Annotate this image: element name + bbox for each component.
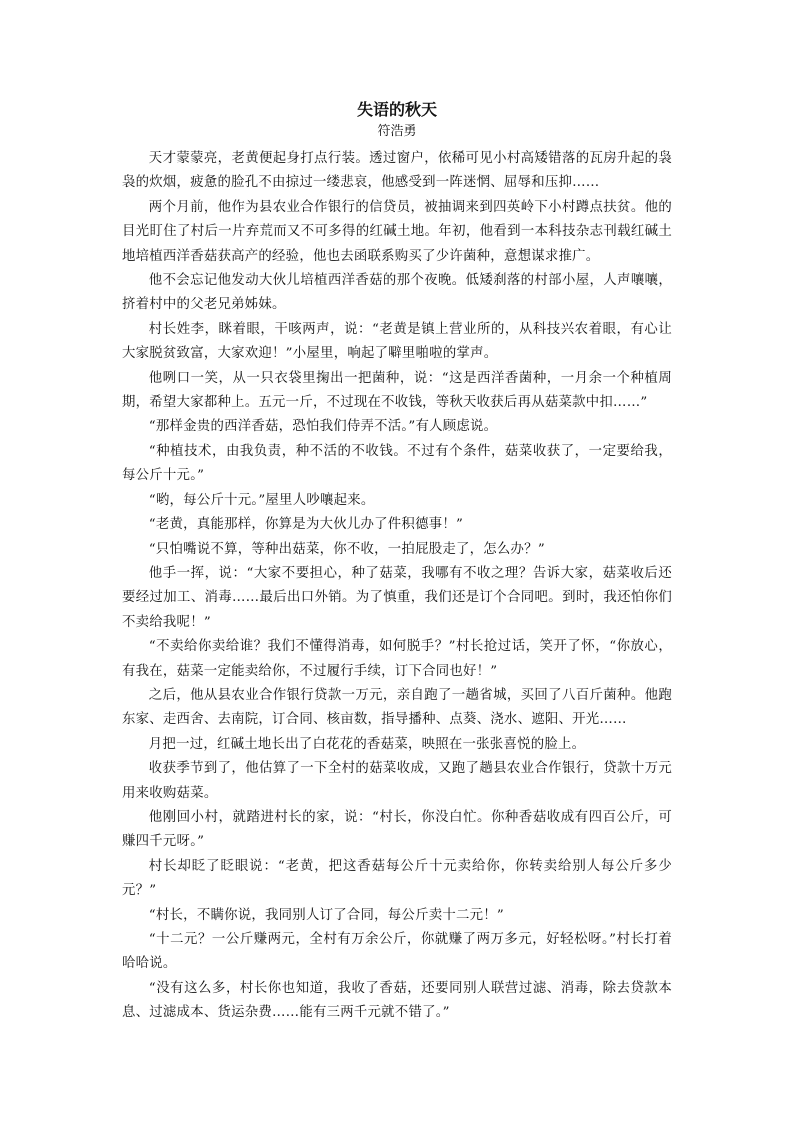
paragraph: 他手一挥，说：“大家不要担心，种了菇菜，我哪有不收之理？告诉大家，菇菜收后还要经过加工、消毒……最后出口外销。为了慎重，我们还是订个合同吧。到时，我还怕你们不卖给我呢！” [122,565,672,630]
paragraph: 收获季节到了，他估算了一下全村的菇菜收成，又跑了趟县农业合作银行，贷款十万元用来收购菇菜。 [122,761,672,801]
paragraph: “十二元？一公斤赚两元，全村有万余公斤，你就赚了两万多元，好轻松呀。”村长打着哈哈说。 [122,932,672,972]
article-author: 符浩勇 [377,124,417,139]
paragraph: 他不会忘记他发动大伙儿培植西洋香菇的那个夜晚。低矮刹落的村部小屋，人声嚷嚷，挤着村中的父老兄弟姊妹。 [122,273,672,313]
paragraph: “那样金贵的西洋香菇，恐怕我们侍弄不活。”有人顾虑说。 [148,419,498,435]
paragraph: 两个月前，他作为县农业合作银行的信贷员，被抽调来到四英岭下小村蹲点扶贫。他的目光盯住了村后一片弃荒而又不可多得的红碱土地。年初，他看到一本科技杂志刊载红碱土地培植西洋香菇获高产的经验，他也去函联系购买了少许菌种，意想谋求推广。 [122,199,672,264]
paragraph: “哟，每公斤十元。”屋里人吵嚷起来。 [148,492,375,508]
paragraph: “只怕嘴说不算，等种出菇菜，你不收，一拍屁股走了，怎么办？” [148,541,545,557]
article-body [122,147,672,1026]
paragraph: “老黄，真能那样，你算是为大伙儿办了件积德事！” [148,517,464,533]
paragraph: 之后，他从县农业合作银行贷款一万元，亲自跑了一趟省城，买回了八百斤菌种。他跑东家、走西舍、去南院，订合同、核亩数，指导播种、点葵、浇水、遮阳、开光…… [122,687,672,728]
article-title: 失语的秋天 [356,100,437,119]
paragraph: 村长却眨了眨眼说：“老黄，把这香菇每公斤十元卖给你，你转卖给别人每公斤多少元？” [122,858,672,899]
paragraph: 村长姓李，眯着眼，干咳两声，说：“老黄是镇上营业所的，从科技兴农着眼，有心让大家脱贫致富，大家欢迎！”小屋里，响起了噼里啪啦的掌声。 [122,321,672,362]
paragraph: “种植技术，由我负责，种不活的不收钱。不过有个条件，菇菜收获了，一定要给我，每公斤十元。” [122,443,672,484]
paragraph: 他刚回小村，就踏进村长的家，说：“村长，你没白忙。你种香菇收成有四百公斤，可赚四千元呀。” [122,809,672,850]
paragraph: “村长，不瞒你说，我同别人订了合同，每公斤卖十二元！” [148,907,505,923]
paragraph: 天才蒙蒙亮，老黄便起身打点行装。透过窗户，依稀可见小村高矮错落的瓦房升起的袅袅的炊烟，疲惫的脸孔不由掠过一缕悲哀，他感受到一阵迷惘、屈辱和压抑…… [122,151,672,191]
paragraph: “没有这么多，村长你也知道，我收了香菇，还要同别人联营过滤、消毒，除去贷款本息、过滤成本、货运杂费……能有三两千元就不错了。” [122,980,672,1021]
paragraph: 月把一过，红碱土地长出了白花花的香菇菜，映照在一张张喜悦的脸上。 [148,736,586,752]
paragraph: “不卖给你卖给谁？我们不懂得消毒，如何脱手？”村长抢过话，笑开了怀，“你放心，有我在，菇菜一定能卖给你，不过履行手续，订下合同也好！” [122,639,672,679]
paragraph: 他咧口一笑，从一只衣袋里掬出一把菌种，说：“这是西洋香菌种，一月余一个种植周期，希望大家都种上。五元一斤，不过现在不收钱，等秋天收获后再从菇菜款中扣……” [122,370,672,411]
